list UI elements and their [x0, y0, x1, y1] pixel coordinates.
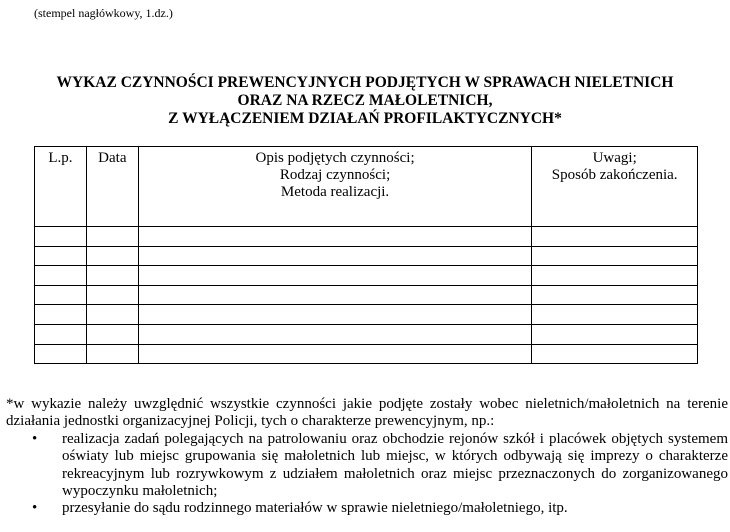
footnote-list — [6, 431, 728, 518]
header-description-line-2: Rodzaj czynności; — [279, 167, 391, 183]
cell-lp[interactable] — [35, 227, 87, 247]
cell-lp[interactable] — [35, 305, 87, 325]
bullet-icon: • — [32, 430, 38, 447]
table-row — [35, 266, 698, 286]
list-item — [6, 431, 728, 501]
cell-date[interactable] — [86, 227, 138, 247]
cell-notes[interactable] — [532, 266, 698, 286]
cell-lp[interactable] — [35, 266, 87, 286]
title-line-2: ORAZ NA RZECZ MAŁOLETNICH, — [237, 92, 493, 109]
cell-notes[interactable] — [532, 246, 698, 266]
cell-date[interactable] — [86, 266, 138, 286]
header-description-line-1: Opis podjętych czynności; — [255, 150, 415, 166]
header-notes-line-1: Uwagi; — [592, 150, 637, 166]
list-item — [6, 500, 728, 517]
header-notes — [532, 147, 698, 227]
list-item-text: realizacja zadań polegających na patrolowaniu oraz obchodzie rejonów szkół i placówek objętych systemem oświaty lub miejsc grupowania się małoletnich lub miejsc, w których odbywają się imprezy o charakterze rekreacyjnym lub rozrywkowym z udziałem małoletnich oraz miejsc przeznaczonych do zorganizowanego wypoczynku małoletnich; — [62, 430, 728, 500]
cell-notes[interactable] — [532, 227, 698, 247]
cell-lp[interactable] — [35, 246, 87, 266]
cell-date[interactable] — [86, 305, 138, 325]
header-lp: L.p. — [35, 147, 87, 227]
table-row — [35, 324, 698, 344]
header-description-line-3: Metoda realizacji. — [280, 184, 390, 200]
header-description — [138, 147, 532, 227]
table-row — [35, 305, 698, 325]
header-stamp: (stempel nagłówkowy, 1.dz.) — [34, 6, 173, 20]
bullet-icon: • — [32, 500, 38, 517]
table-header-row — [35, 147, 698, 227]
cell-lp[interactable] — [35, 285, 87, 305]
table-row — [35, 246, 698, 266]
cell-lp[interactable] — [35, 344, 87, 364]
cell-description[interactable] — [138, 285, 532, 305]
cell-description[interactable] — [138, 344, 532, 364]
cell-notes[interactable] — [532, 324, 698, 344]
title-line-3: Z WYŁĄCZENIEM DZIAŁAŃ PROFILAKTYCZNYCH* — [168, 110, 562, 127]
activities-table — [34, 146, 698, 364]
cell-description[interactable] — [138, 324, 532, 344]
table-row — [35, 344, 698, 364]
footnote-intro: *w wykazie należy uwzględnić wszystkie czynności jakie podjęte zostały wobec nieletnich/małoletnich na terenie działania jednostki organizacyjnej Policji, tych o charakterze prewencyjnym, np.: — [6, 396, 728, 430]
header-date: Data — [86, 147, 138, 227]
cell-description[interactable] — [138, 305, 532, 325]
list-item-text: przesyłanie do sądu rodzinnego materiałów w sprawie nieletniego/małoletniego, itp. — [62, 500, 568, 517]
cell-notes[interactable] — [532, 285, 698, 305]
cell-lp[interactable] — [35, 324, 87, 344]
table-row — [35, 227, 698, 247]
document-title — [0, 74, 730, 128]
title-line-1: WYKAZ CZYNNOŚCI PREWENCYJNYCH PODJĘTYCH W SPRAWACH NIELETNICH — [56, 74, 674, 91]
header-notes-line-2: Sposób zakończenia. — [551, 167, 678, 183]
footnote — [6, 396, 728, 518]
cell-date[interactable] — [86, 285, 138, 305]
cell-date[interactable] — [86, 344, 138, 364]
cell-date[interactable] — [86, 324, 138, 344]
cell-notes[interactable] — [532, 305, 698, 325]
cell-description[interactable] — [138, 246, 532, 266]
cell-notes[interactable] — [532, 344, 698, 364]
cell-description[interactable] — [138, 227, 532, 247]
cell-description[interactable] — [138, 266, 532, 286]
table-row — [35, 285, 698, 305]
cell-date[interactable] — [86, 246, 138, 266]
